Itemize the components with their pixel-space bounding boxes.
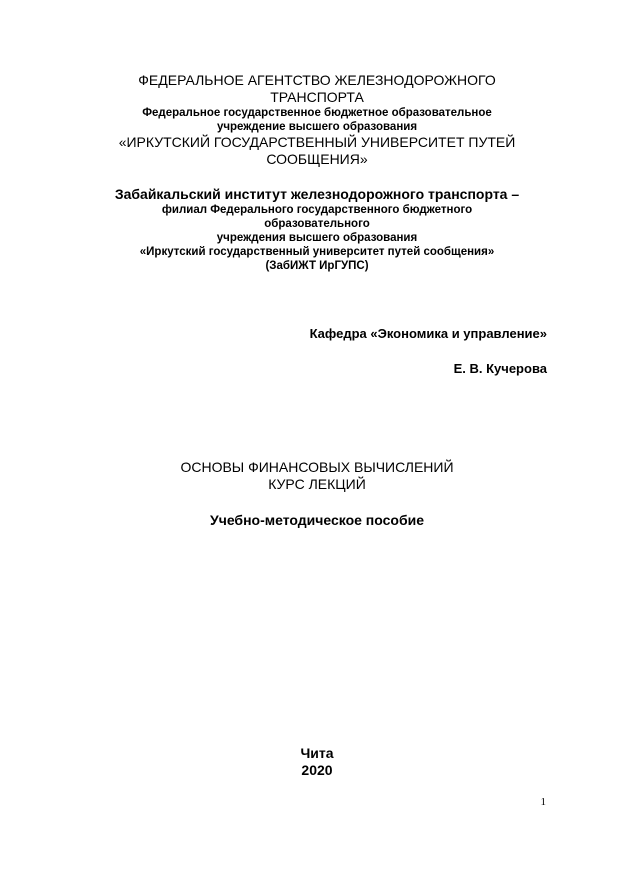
document-title (86, 459, 548, 493)
title-line-2: КУРС ЛЕКЦИЙ (268, 476, 366, 492)
branch-abbr: (ЗабИЖТ ИрГУПС) (265, 260, 369, 272)
branch-line-5: «Иркутский государственный университет путей сообщения» (139, 246, 495, 258)
branch-name: Забайкальский институт железнодорожного транспорта – (114, 186, 520, 202)
title-line-1: ОСНОВЫ ФИНАНСОВЫХ ВЫЧИСЛЕНИЙ (180, 459, 454, 475)
institution-type-line-1: Федеральное государственное бюджетное образовательное (142, 107, 492, 119)
agency-line-2: ТРАНСПОРТА (270, 89, 364, 105)
year: 2020 (301, 762, 333, 778)
branch-line-4: учреждения высшего образования (216, 232, 418, 244)
agency-line-1: ФЕДЕРАЛЬНОЕ АГЕНТСТВО ЖЕЛЕЗНОДОРОЖНОГО (138, 72, 496, 88)
institution-type-line-2: учреждение высшего образования (216, 121, 418, 133)
university-line-2: СООБЩЕНИЯ» (266, 151, 368, 167)
agency-header (86, 72, 548, 168)
page-number: 1 (540, 796, 546, 808)
city: Чита (300, 745, 334, 761)
branch-line-3: образовательного (264, 218, 370, 230)
university-line-1: «ИРКУТСКИЙ ГОСУДАРСТВЕННЫЙ УНИВЕРСИТЕТ ПУТЕЙ (118, 134, 516, 150)
document-subtitle (86, 512, 548, 529)
branch-block (86, 186, 548, 273)
publication-footer (86, 745, 548, 779)
department: Кафедра «Экономика и управление» (309, 326, 547, 341)
author: Е. В. Кучерова (453, 361, 547, 376)
branch-line-2: филиал Федерального государственного бюджетного (161, 204, 473, 216)
subtitle: Учебно-методическое пособие (209, 512, 424, 528)
